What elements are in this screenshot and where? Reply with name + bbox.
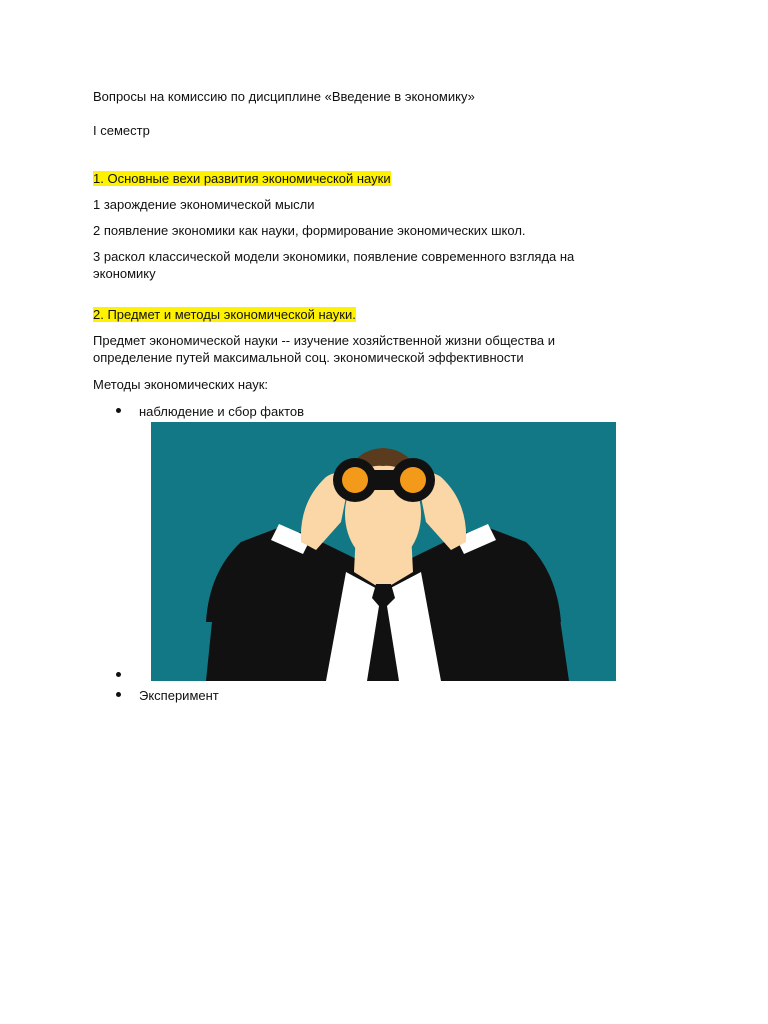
methods-title: Методы экономических наук:	[93, 377, 268, 392]
bullet-3-dot	[116, 692, 121, 697]
section-2-paragraph: Предмет экономической науки -- изучение хозяйственной жизни общества и определение путей максимальной соц. экономической эффективности	[93, 333, 555, 365]
section-1-heading	[93, 170, 391, 187]
section-2-heading	[93, 306, 356, 323]
section-2-heading-text: 2. Предмет и методы экономической науки.	[93, 307, 356, 322]
bullet-1: наблюдение и сбор фактов	[139, 404, 305, 419]
document-title: Вопросы на комиссию по дисциплине «Введение в экономику»	[93, 89, 475, 104]
bullet-1-dot	[116, 408, 121, 413]
man-with-binoculars-image	[151, 422, 616, 681]
section-1-heading-text: 1. Основные вехи развития экономической науки	[93, 171, 391, 186]
section-1-item-2: 2 появление экономики как науки, формирование экономических школ.	[93, 223, 526, 238]
semester-label: I семестр	[93, 123, 150, 138]
bullet-3: Эксперимент	[139, 688, 219, 703]
section-1-item-3: 3 раскол классической модели экономики, появление современного взгляда на экономику	[93, 249, 575, 281]
section-1-item-1: 1 зарождение экономической мысли	[93, 197, 315, 212]
bullet-2-dot	[116, 672, 121, 677]
